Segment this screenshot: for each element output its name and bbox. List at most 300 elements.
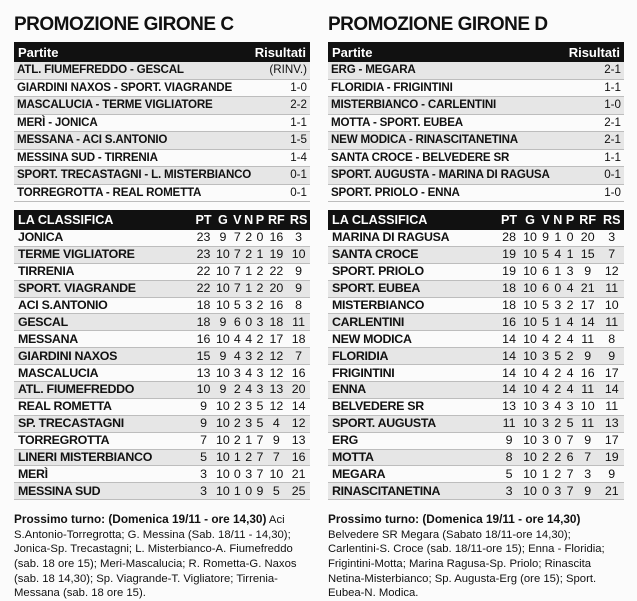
stat-cell: 3 xyxy=(540,348,552,365)
stat-cell: 5 xyxy=(498,466,521,483)
stat-cell: 2 xyxy=(243,246,255,263)
team-name: GIARDINI NAXOS xyxy=(14,348,193,365)
stat-cell: 10 xyxy=(520,263,539,280)
match-teams: MOTTA - SPORT. EUBEA xyxy=(331,115,463,129)
team-name: MEGARA xyxy=(328,466,498,483)
standings-row xyxy=(14,230,310,246)
team-name: ACI S.ANTONIO xyxy=(14,297,193,314)
stat-cell: 18 xyxy=(265,314,287,331)
stat-cell: 10 xyxy=(520,415,539,432)
stat-cell: 2 xyxy=(243,230,255,246)
standings-header-cell: RS xyxy=(599,210,624,230)
stat-cell: 9 xyxy=(193,415,214,432)
stat-cell: 1 xyxy=(540,466,552,483)
stat-cell: 0 xyxy=(243,483,255,500)
stat-cell: 10 xyxy=(520,297,539,314)
stat-cell: 8 xyxy=(599,331,624,348)
stat-cell: 2 xyxy=(551,449,564,466)
match-teams: ATL. FIUMEFREDDO - GESCAL xyxy=(17,63,184,76)
stat-cell: 12 xyxy=(265,348,287,365)
stat-cell: 10 xyxy=(520,314,539,331)
girone-d-column xyxy=(328,12,624,601)
stat-cell: 6 xyxy=(540,280,552,297)
header-partite: Partite xyxy=(332,44,373,60)
stat-cell: 10 xyxy=(214,449,232,466)
team-name: SPORT. PRIOLO xyxy=(328,263,498,280)
stat-cell: 0 xyxy=(233,466,241,481)
match-row xyxy=(14,185,310,203)
stat-cell: 1 xyxy=(243,280,255,297)
stat-cell: 7 xyxy=(233,264,241,279)
stat-cell: 1 xyxy=(256,247,264,262)
stat-cell: 11 xyxy=(498,415,521,432)
next-round xyxy=(328,512,624,601)
stat-cell: 3 xyxy=(498,483,521,500)
standings-row xyxy=(14,331,310,348)
stat-cell: 21 xyxy=(576,280,600,297)
stat-cell: 9 xyxy=(576,263,600,280)
team-name: MASCALUCIA xyxy=(14,365,193,382)
match-result: 2-1 xyxy=(604,133,621,146)
stat-cell: 2 xyxy=(551,466,564,483)
match-result: 1-0 xyxy=(604,98,621,111)
stat-cell: 3 xyxy=(256,382,264,397)
stat-cell: 3 xyxy=(540,415,552,432)
stat-cell: 5 xyxy=(540,246,552,263)
match-teams: NEW MODICA - RINASCITANETINA xyxy=(331,133,518,146)
stat-cell: 3 xyxy=(243,466,255,483)
stat-cell: 10 xyxy=(214,280,232,297)
team-name: TORREGROTTA xyxy=(14,432,193,449)
stat-cell: 3 xyxy=(243,297,255,314)
stat-cell: 2 xyxy=(256,331,264,346)
stat-cell: 4 xyxy=(564,331,576,348)
stat-cell: 10 xyxy=(214,483,232,500)
stat-cell: 7 xyxy=(233,281,241,296)
match-result: 1-1 xyxy=(604,80,621,94)
stat-cell: 3 xyxy=(599,230,624,246)
stat-cell: 7 xyxy=(265,449,287,466)
standings-table xyxy=(328,210,624,500)
standings-row xyxy=(14,415,310,432)
stat-cell: 14 xyxy=(498,382,521,399)
team-name: MERÌ xyxy=(14,466,193,483)
match-result: 2-2 xyxy=(290,98,307,111)
match-teams: FLORIDIA - FRIGINTINI xyxy=(331,80,453,94)
stat-cell: 18 xyxy=(498,297,521,314)
standings-row xyxy=(14,483,310,500)
stat-cell: 12 xyxy=(287,415,310,432)
girone-c-column xyxy=(14,12,310,601)
match-teams: SANTA CROCE - BELVEDERE SR xyxy=(331,150,510,164)
stat-cell: 4 xyxy=(564,365,576,382)
stat-cell: 10 xyxy=(214,398,232,415)
stat-cell: 17 xyxy=(599,365,624,382)
team-name: ENNA xyxy=(328,382,498,399)
match-teams: MESSINA SUD - TIRRENIA xyxy=(17,150,158,164)
stat-cell: 10 xyxy=(214,365,232,382)
group-title: PROMOZIONE GIRONE D xyxy=(328,14,548,35)
stat-cell: 3 xyxy=(564,263,576,280)
stat-cell: 22 xyxy=(265,263,287,280)
team-name: MARINA DI RAGUSA xyxy=(328,230,498,246)
standings-row xyxy=(328,246,624,263)
standings-row xyxy=(328,398,624,415)
stat-cell: 2 xyxy=(233,399,241,414)
stat-cell: 12 xyxy=(265,365,287,382)
stat-cell: 1 xyxy=(243,432,255,449)
stat-cell: 0 xyxy=(564,230,576,246)
standings-row xyxy=(14,449,310,466)
stat-cell: 5 xyxy=(193,449,214,466)
stat-cell: 3 xyxy=(576,466,600,483)
stat-cell: 20 xyxy=(265,280,287,297)
stat-cell: 9 xyxy=(214,382,232,399)
match-row xyxy=(328,80,624,98)
stat-cell: 4 xyxy=(551,246,564,263)
stat-cell: 3 xyxy=(256,365,264,380)
match-result: 1-1 xyxy=(290,115,307,129)
stat-cell: 2 xyxy=(564,297,576,314)
standings-row xyxy=(328,230,624,246)
stat-cell: 6 xyxy=(233,314,241,329)
match-result: (RINV.) xyxy=(269,63,307,76)
standings-header-cell: N xyxy=(243,210,255,230)
match-teams: SPORT. AUGUSTA - MARINA DI RAGUSA xyxy=(331,168,550,181)
stat-cell: 11 xyxy=(576,331,600,348)
stat-cell: 9 xyxy=(214,348,232,365)
header-risultati: Risultati xyxy=(568,44,620,60)
standings-header-cell: RF xyxy=(265,210,287,230)
stat-cell: 9 xyxy=(576,483,600,500)
stat-cell: 14 xyxy=(287,398,310,415)
stat-cell: 15 xyxy=(576,246,600,263)
stat-cell: 1 xyxy=(233,483,241,498)
stat-cell: 10 xyxy=(520,483,539,500)
standings-row xyxy=(328,449,624,466)
team-name: GESCAL xyxy=(14,314,193,331)
stat-cell: 2 xyxy=(243,449,255,466)
standings-row xyxy=(328,415,624,432)
stat-cell: 2 xyxy=(540,449,552,466)
stat-cell: 19 xyxy=(265,246,287,263)
stat-cell: 0 xyxy=(540,483,552,500)
match-teams: MESSANA - ACI S.ANTONIO xyxy=(17,133,168,146)
stat-cell: 18 xyxy=(193,314,214,331)
stat-cell: 4 xyxy=(564,280,576,297)
next-round-fixtures: Aci S.Antonio-Torregrotta; G. Messina (Sab. 18/11 - 14,30); Jonica-Sp. Trecastagni; L. Misterbianco-A. Fiumefreddo (sab. 18 ore 15); Meri-Mascalucia; R. Rometta-G. Naxos (sab. 18 14,30); Sp. Viagrande-T. Vigliatore; Tirrenia-Messana (sab. 18 ore 15). xyxy=(14,514,297,600)
stat-cell: 7 xyxy=(564,432,576,449)
stat-cell: 16 xyxy=(287,449,310,466)
match-row xyxy=(328,97,624,115)
stat-cell: 3 xyxy=(243,398,255,415)
stat-cell: 10 xyxy=(520,432,539,449)
match-row xyxy=(14,150,310,168)
stat-cell: 0 xyxy=(551,280,564,297)
stat-cell: 20 xyxy=(287,382,310,399)
stat-cell: 10 xyxy=(520,280,539,297)
stat-cell: 1 xyxy=(564,246,576,263)
standings-row xyxy=(328,365,624,382)
match-result: 2-1 xyxy=(604,63,621,76)
stat-cell: 9 xyxy=(599,348,624,365)
stat-cell: 13 xyxy=(287,432,310,449)
match-result: 1-4 xyxy=(290,150,307,164)
match-row xyxy=(14,115,310,133)
match-row xyxy=(328,62,624,80)
group-title: PROMOZIONE GIRONE C xyxy=(14,14,234,35)
match-result: 1-0 xyxy=(290,80,307,94)
match-row xyxy=(14,97,310,115)
team-name: RINASCITANETINA xyxy=(328,483,498,500)
team-name: TERME VIGLIATORE xyxy=(14,246,193,263)
stat-cell: 4 xyxy=(540,365,552,382)
standings-row xyxy=(328,331,624,348)
team-name: FRIGINTINI xyxy=(328,365,498,382)
stat-cell: 18 xyxy=(193,297,214,314)
stat-cell: 9 xyxy=(599,466,624,483)
match-teams: SPORT. TRECASTAGNI - L. MISTERBIANCO xyxy=(17,168,252,181)
team-name: SP. TRECASTAGNI xyxy=(14,415,193,432)
team-name: JONICA xyxy=(14,230,193,246)
stat-cell: 10 xyxy=(599,297,624,314)
stat-cell: 11 xyxy=(576,415,600,432)
stat-cell: 2 xyxy=(256,264,264,279)
standings-header-cell: P xyxy=(255,210,266,230)
stat-cell: 10 xyxy=(214,297,232,314)
team-name: ERG xyxy=(328,432,498,449)
stat-cell: 9 xyxy=(287,280,310,297)
team-name: SANTA CROCE xyxy=(328,246,498,263)
stat-cell: 28 xyxy=(498,230,521,246)
stat-cell: 10 xyxy=(520,331,539,348)
stat-cell: 5 xyxy=(540,314,552,331)
standings-header-cell: LA CLASSIFICA xyxy=(14,210,193,230)
match-row xyxy=(328,185,624,203)
standings-header-cell: G xyxy=(214,210,232,230)
standings-row xyxy=(14,263,310,280)
match-teams: ERG - MEGARA xyxy=(331,63,416,76)
stat-cell: 5 xyxy=(551,348,564,365)
standings-row xyxy=(14,432,310,449)
match-result: 1-1 xyxy=(604,150,621,164)
stat-cell: 2 xyxy=(551,331,564,348)
match-list xyxy=(14,62,310,202)
stat-cell: 3 xyxy=(243,415,255,432)
standings-row xyxy=(328,483,624,500)
match-result: 0-1 xyxy=(604,168,621,181)
stat-cell: 7 xyxy=(564,466,576,483)
match-row xyxy=(328,115,624,133)
team-name: LINERI MISTERBIANCO xyxy=(14,449,193,466)
team-name: FLORIDIA xyxy=(328,348,498,365)
team-name: SPORT. EUBEA xyxy=(328,280,498,297)
stat-cell: 7 xyxy=(256,466,264,481)
stat-cell: 2 xyxy=(256,281,264,296)
stat-cell: 0 xyxy=(256,230,264,245)
stat-cell: 12 xyxy=(599,263,624,280)
stat-cell: 10 xyxy=(520,382,539,399)
stat-cell: 9 xyxy=(265,432,287,449)
stat-cell: 3 xyxy=(233,365,241,380)
standings-row xyxy=(328,432,624,449)
match-teams: GIARDINI NAXOS - SPORT. VIAGRANDE xyxy=(17,80,232,94)
match-row xyxy=(14,62,310,80)
header-partite: Partite xyxy=(18,44,59,60)
stat-cell: 15 xyxy=(193,348,214,365)
match-teams: MERÌ - JONICA xyxy=(17,115,98,129)
stat-cell: 1 xyxy=(243,263,255,280)
stat-cell: 9 xyxy=(576,348,600,365)
stat-cell: 3 xyxy=(256,314,264,329)
match-result: 0-1 xyxy=(290,168,307,181)
stat-cell: 7 xyxy=(233,247,241,262)
stat-cell: 20 xyxy=(576,230,600,246)
match-teams: SPORT. PRIOLO - ENNA xyxy=(331,185,460,199)
stat-cell: 7 xyxy=(193,432,214,449)
match-list xyxy=(328,62,624,202)
stat-cell: 2 xyxy=(551,365,564,382)
stat-cell: 4 xyxy=(564,314,576,331)
standings-row xyxy=(14,314,310,331)
standings-row xyxy=(14,466,310,483)
stat-cell: 2 xyxy=(256,298,264,312)
stat-cell: 3 xyxy=(193,483,214,500)
stat-cell: 18 xyxy=(498,280,521,297)
stat-cell: 11 xyxy=(599,314,624,331)
stat-cell: 14 xyxy=(576,314,600,331)
standings-row xyxy=(328,348,624,365)
team-name: ATL. FIUMEFREDDO xyxy=(14,382,193,399)
stat-cell: 2 xyxy=(233,416,241,431)
stat-cell: 9 xyxy=(214,230,232,246)
team-name: SPORT. VIAGRANDE xyxy=(14,280,193,297)
stat-cell: 4 xyxy=(233,331,241,346)
stat-cell: 1 xyxy=(551,263,564,280)
stat-cell: 4 xyxy=(243,365,255,382)
stat-cell: 4 xyxy=(540,331,552,348)
stat-cell: 17 xyxy=(265,331,287,348)
stat-cell: 16 xyxy=(498,314,521,331)
team-name: REAL ROMETTA xyxy=(14,398,193,415)
match-row xyxy=(328,132,624,150)
standings-row xyxy=(328,314,624,331)
standings-row xyxy=(328,297,624,314)
standings-header-cell: RF xyxy=(576,210,600,230)
standings-table xyxy=(14,210,310,500)
stat-cell: 2 xyxy=(551,382,564,399)
stat-cell: 7 xyxy=(256,450,264,465)
stat-cell: 13 xyxy=(265,382,287,399)
stat-cell: 18 xyxy=(287,331,310,348)
stat-cell: 4 xyxy=(233,348,241,363)
team-name: MISTERBIANCO xyxy=(328,297,498,314)
standings-row xyxy=(14,246,310,263)
stat-cell: 7 xyxy=(287,348,310,365)
standings-header-cell: PT xyxy=(498,210,521,230)
stat-cell: 3 xyxy=(540,432,552,449)
stat-cell: 7 xyxy=(576,449,600,466)
match-row xyxy=(14,80,310,98)
stat-cell: 11 xyxy=(576,382,600,399)
stat-cell: 7 xyxy=(233,230,241,245)
standings-header-cell: RS xyxy=(287,210,310,230)
standings-row xyxy=(328,263,624,280)
results-header xyxy=(328,42,624,62)
stat-cell: 14 xyxy=(498,348,521,365)
match-result: 2-1 xyxy=(604,115,621,129)
match-row xyxy=(328,167,624,185)
match-teams: TORREGROTTA - REAL ROMETTA xyxy=(17,185,202,199)
stat-cell: 13 xyxy=(193,365,214,382)
stat-cell: 12 xyxy=(265,398,287,415)
stat-cell: 14 xyxy=(498,365,521,382)
standings-row xyxy=(328,382,624,399)
stat-cell: 19 xyxy=(498,263,521,280)
team-name: MOTTA xyxy=(328,449,498,466)
stat-cell: 25 xyxy=(287,483,310,500)
stat-cell: 16 xyxy=(265,297,287,314)
team-name: SPORT. AUGUSTA xyxy=(328,415,498,432)
stat-cell: 9 xyxy=(193,398,214,415)
stat-cell: 10 xyxy=(520,230,539,246)
stat-cell: 17 xyxy=(599,432,624,449)
standings-header-cell: V xyxy=(540,210,552,230)
stat-cell: 10 xyxy=(214,263,232,280)
stat-cell: 16 xyxy=(265,230,287,246)
standings-row xyxy=(14,398,310,415)
standings-header-cell: LA CLASSIFICA xyxy=(328,210,498,230)
stat-cell: 10 xyxy=(265,466,287,483)
stat-cell: 10 xyxy=(287,246,310,263)
stat-cell: 6 xyxy=(564,449,576,466)
match-teams: MASCALUCIA - TERME VIGLIATORE xyxy=(17,98,213,111)
match-result: 0-1 xyxy=(290,185,307,199)
standings-header-cell: G xyxy=(520,210,539,230)
stat-cell: 3 xyxy=(551,483,564,500)
standings-row xyxy=(328,466,624,483)
stat-cell: 16 xyxy=(287,365,310,382)
stat-cell: 2 xyxy=(256,348,264,363)
stat-cell: 11 xyxy=(287,314,310,331)
stat-cell: 21 xyxy=(287,466,310,483)
stat-cell: 23 xyxy=(193,246,214,263)
stat-cell: 4 xyxy=(551,398,564,415)
standings-row xyxy=(14,382,310,399)
stat-cell: 10 xyxy=(214,466,232,483)
stat-cell: 10 xyxy=(520,398,539,415)
stat-cell: 2 xyxy=(564,348,576,365)
next-round xyxy=(14,512,310,601)
stat-cell: 0 xyxy=(243,314,255,331)
stat-cell: 5 xyxy=(256,399,264,414)
stat-cell: 6 xyxy=(540,263,552,280)
stat-cell: 10 xyxy=(520,348,539,365)
stat-cell: 5 xyxy=(233,298,241,312)
stat-cell: 10 xyxy=(576,398,600,415)
stat-cell: 13 xyxy=(599,415,624,432)
stat-cell: 17 xyxy=(576,297,600,314)
stat-cell: 16 xyxy=(193,331,214,348)
stat-cell: 5 xyxy=(256,416,264,431)
stat-cell: 5 xyxy=(265,483,287,500)
stat-cell: 2 xyxy=(233,382,241,397)
stat-cell: 1 xyxy=(233,450,241,465)
stat-cell: 7 xyxy=(564,483,576,500)
standings-row xyxy=(14,297,310,314)
stat-cell: 4 xyxy=(265,415,287,432)
stat-cell: 4 xyxy=(243,382,255,399)
